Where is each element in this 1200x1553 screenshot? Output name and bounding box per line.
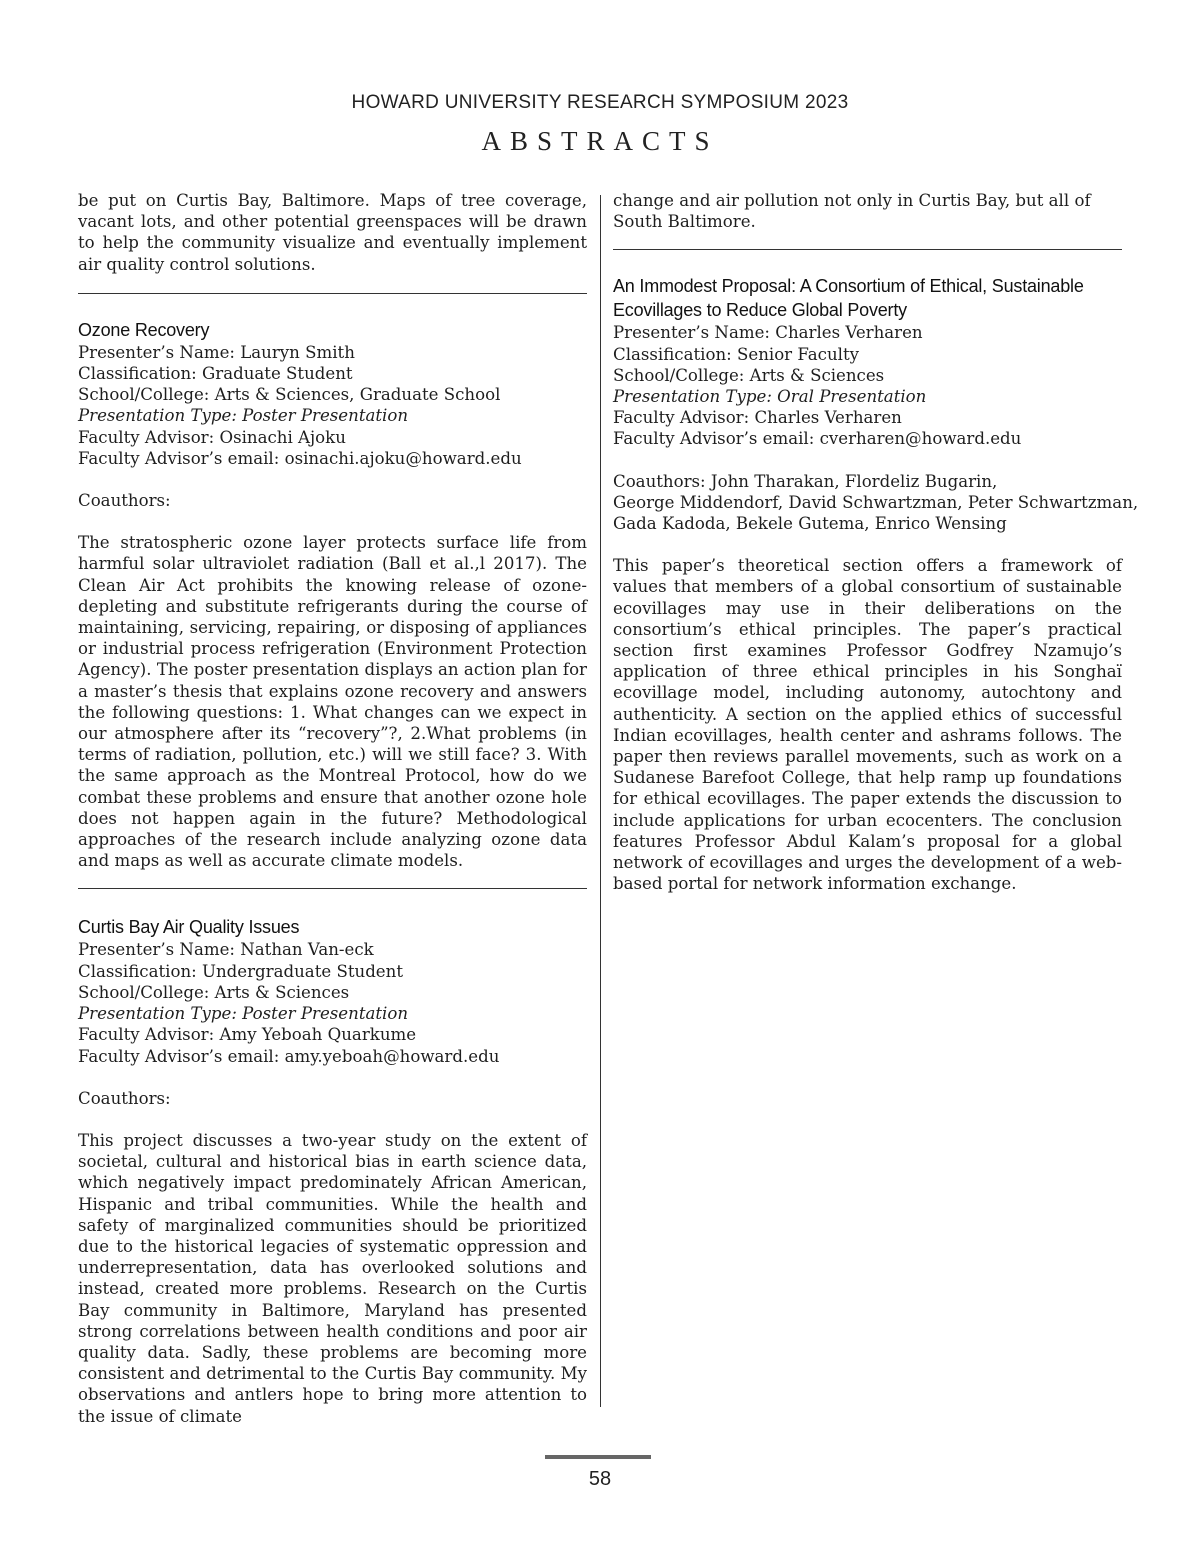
abstract-entry-curtis-bay — [78, 915, 587, 1426]
faculty-advisor-email: Faculty Advisor’s email: amy.yeboah@howard.edu — [78, 1046, 500, 1066]
school-college: School/College: Arts & Sciences — [613, 365, 885, 385]
abstract-text: This paper’s theoretical section offers a framework of values that members of a global consortium of sustainable ecovillages may use in their deliberations on the consortium’s ethical principles. The paper’s practical section first examines Professor Godfrey Nzamujo’s application of three ethical principles in his Songhaï ecovillage model, including autonomy, autochtony and authenticity. A section on the applied ethics of successful Indian ecovillages, health center and ashrams follows. The paper then reviews parallel movements, such as work on a Sudanese Barefoot College, that help ramp up foundations for ethical ecovillages. The paper extends the discussion to include applications for urban ecocenters. The conclusion features Professor Abdul Kalam’s proposal for a global network of ecovillages and urges the development of a web-based portal for network information exchange. — [613, 556, 1122, 894]
coauthors: Coauthors: — [78, 491, 171, 511]
abstract-entry-ozone-recovery — [78, 318, 587, 872]
entry-title-line: An Immodest Proposal: A Consortium of Ethical, Sustainable — [613, 276, 1084, 297]
classification: Classification: Undergraduate Student — [78, 961, 403, 981]
continued-abstract-text: be put on Curtis Bay, Baltimore. Maps of tree coverage, vacant lots, and other potential greenspaces will be drawn to help the community visualize and eventually implement air quality control solutions. — [78, 191, 587, 274]
right-column — [613, 190, 1139, 894]
coauthors-line: George Middendorf, David Schwartzman, Peter Schwartzman, — [613, 492, 1139, 512]
faculty-advisor: Faculty Advisor: Charles Verharen — [613, 408, 902, 428]
faculty-advisor-email: Faculty Advisor’s email: osinachi.ajoku@howard.edu — [78, 448, 522, 468]
school-college: School/College: Arts & Sciences, Graduate School — [78, 385, 501, 405]
presenter-name: Presenter’s Name: Nathan Van-eck — [78, 940, 374, 960]
entry-title-line: Ecovillages to Reduce Global Poverty — [613, 300, 907, 321]
abstract-text: This project discusses a two-year study on the extent of societal, cultural and historical bias in earth science data, which negatively impact predominately African American, Hispanic and tribal communities. While the health and safety of marginalized communities should be prioritized due to the historical legacies of systematic oppression and underrepresentation, data has overlooked solutions and instead, created more problems. Research on the Curtis Bay community in Baltimore, Maryland has presented strong correlations between health conditions and poor air quality data. Sadly, these problems are becoming more consistent and detrimental to the Curtis Bay community. My observations and antlers hope to bring more attention to the issue of climate — [78, 1130, 587, 1426]
presentation-type: Presentation Type: Poster Presentation — [78, 406, 409, 426]
faculty-advisor-email: Faculty Advisor’s email: cverharen@howard.edu — [613, 429, 1022, 449]
footer-bar — [545, 1455, 651, 1459]
continued-abstract-text: change and air pollution not only in Curtis Bay, but all of South Baltimore. — [613, 191, 1091, 232]
entry-title: Curtis Bay Air Quality Issues — [78, 917, 300, 938]
coauthors-line: Coauthors: John Tharakan, Flordeliz Bugarin, — [613, 471, 998, 491]
left-column — [78, 190, 587, 1427]
page-number: 58 — [588, 1468, 612, 1490]
entry-title: Ozone Recovery — [78, 319, 210, 340]
presenter-name: Presenter’s Name: Charles Verharen — [613, 323, 923, 343]
presentation-type: Presentation Type: Oral Presentation — [613, 387, 927, 407]
presentation-type: Presentation Type: Poster Presentation — [78, 1004, 409, 1024]
abstract-entry-immodest-proposal — [613, 274, 1139, 894]
classification: Classification: Senior Faculty — [613, 344, 859, 364]
symposium-title: HOWARD UNIVERSITY RESEARCH SYMPOSIUM 2023 — [351, 92, 849, 113]
coauthors-line: Gada Kadoda, Bekele Gutema, Enrico Wensing — [613, 514, 1007, 534]
classification: Classification: Graduate Student — [78, 364, 353, 384]
presenter-name: Presenter’s Name: Lauryn Smith — [78, 342, 355, 362]
entry-title — [613, 274, 1122, 322]
school-college: School/College: Arts & Sciences — [78, 982, 350, 1002]
coauthors: Coauthors: — [78, 1088, 171, 1108]
abstract-text: The stratospheric ozone layer protects surface life from harmful solar ultraviolet radiation (Ball et al.,l 2017). The Clean Air Act prohibits the knowing release of ozone-depleting and substitute refrigerants during the course of maintaining, servicing, repairing, or disposing of appliances or industrial process refrigeration (Environment Protection Agency). The poster presentation displays an action plan for a master’s thesis that explains ozone recovery and answers the following questions: 1. What changes can we expect in our atmosphere after its “recovery”?, 2.What problems (in terms of radiation, pollution, etc.) will we still face? 3. With the same approach as the Montreal Protocol, how do we combat these problems and ensure that another ozone hole does not happen again in the future? Methodological approaches of the research include analyzing ozone data and maps as well as accurate climate models. — [78, 533, 587, 871]
coauthors — [613, 471, 1139, 535]
section-heading: ABSTRACTS — [481, 126, 719, 156]
faculty-advisor: Faculty Advisor: Osinachi Ajoku — [78, 427, 346, 447]
column-divider — [600, 195, 601, 1407]
faculty-advisor: Faculty Advisor: Amy Yeboah Quarkume — [78, 1025, 417, 1045]
